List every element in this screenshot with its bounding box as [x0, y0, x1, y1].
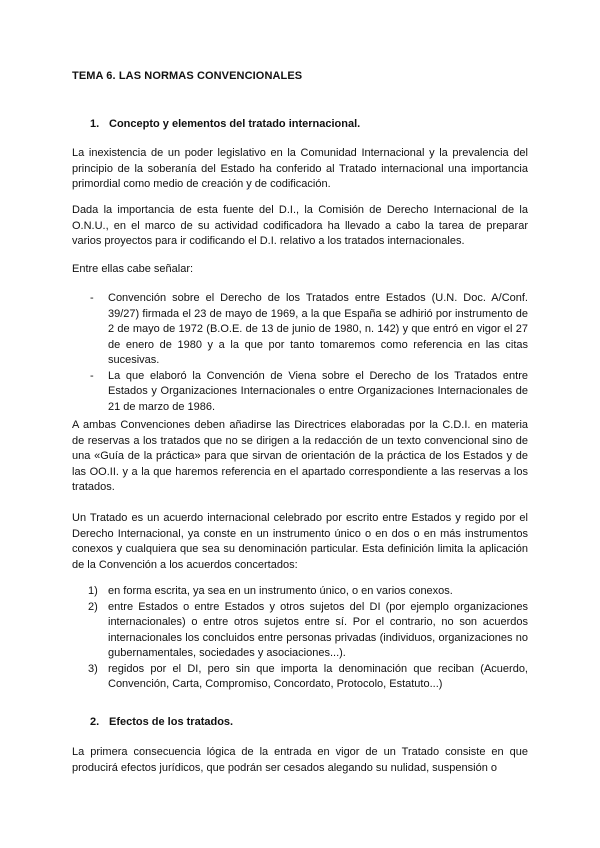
- section-heading-1: [90, 118, 360, 130]
- list-item-text: entre Estados o entre Estados y otros sujetos del DI (por ejemplo organizaciones internacionales) o entre otros sujetos entre sí. Por el contrario, no son acuerdos internacionales los concluidos entre personas privadas (individuos, organizaciones no gubernamentales, sociedades y asociaciones...).: [108, 600, 528, 659]
- paragraph: A ambas Convenciones deben añadirse las Directrices elaboradas por la C.D.I. en materia de reservas a los tratados que no se dirigen a la redacción de un texto convencional sino de una «Guía de la práctica» para que sirvan de orientación de la práctica de los Estados y de las OO.II. y a la que haremos referencia en el apartado correspondiente a las reservas a los tratados.: [72, 419, 528, 493]
- list-item: [88, 584, 528, 600]
- paragraph: Dada la importancia de esta fuente del D.I., la Comisión de Derecho Internacional de la O.N.U., en el marco de su actividad codificadora ha llevado a cabo la tarea de preparar varios proyectos para ir codificando el D.I. relativo a los tratados internacionales.: [72, 204, 528, 247]
- list-item-text: La que elaboró la Convención de Viena sobre el Derecho de los Tratados entre Estados y Organizaciones Internacionales o entre Organizaciones Internacionales de 21 de marzo de 1986.: [108, 369, 528, 413]
- document-title: TEMA 6. LAS NORMAS CONVENCIONALES: [72, 70, 303, 82]
- section-heading-text: Concepto y elementos del tratado internacional.: [109, 118, 361, 130]
- paragraph: La inexistencia de un poder legislativo en la Comunidad Internacional y la prevalencia del principio de la soberanía del Estado ha conferido al Tratado internacional una importancia primordial como medio de creación y de codificación.: [72, 147, 528, 190]
- list-marker: -: [90, 292, 94, 304]
- section-number: 2.: [90, 716, 100, 728]
- list-marker: 1): [88, 585, 98, 597]
- list-item-text: en forma escrita, ya sea en un instrumento único, o en varios conexos.: [108, 585, 453, 597]
- list-item: [88, 662, 528, 693]
- numbered-list: [88, 584, 528, 693]
- section-number: 1.: [90, 118, 100, 130]
- list-marker: -: [90, 369, 94, 382]
- paragraph: Un Tratado es un acuerdo internacional celebrado por escrito entre Estados y regido por el Derecho Internacional, ya conste en un instrumento único o en dos o en más instrumentos conexos y cualquiera que sea su denominación particular. Esta definición limita la aplicación de la Convención a los acuerdos concertados:: [72, 512, 528, 571]
- list-item-text: Convención sobre el Derecho de los Tratados entre Estados (U.N. Doc. A/Conf. 39/27) firmada el 23 de mayo de 1969, a la que España se adhirió por instrumento de 2 de mayo de 1972 (B.O.E. de 13 de junio de 1980, n. 142) y que entró en vigor el 27 de enero de 1980 y a la que por tanto tomaremos como referencia en las citas sucesivas.: [108, 292, 528, 366]
- list-item-text: regidos por el DI, pero sin que importa la denominación que reciban (Acuerdo, Convención, Carta, Compromiso, Concordato, Protocolo, Estatuto...): [108, 662, 528, 690]
- section-heading-2: [90, 716, 233, 728]
- list-item: [90, 291, 528, 369]
- paragraph: Entre ellas cabe señalar:: [72, 263, 194, 275]
- section-heading-text: Efectos de los tratados.: [109, 716, 234, 728]
- paragraph: La primera consecuencia lógica de la entrada en vigor de un Tratado consiste en que producirá efectos jurídicos, que podrán ser cesados alegando su nulidad, suspensión o: [72, 746, 528, 774]
- list-item: [88, 600, 528, 662]
- dash-list: [90, 291, 528, 415]
- list-item: [90, 369, 528, 416]
- list-marker: 2): [88, 600, 98, 613]
- list-marker: 3): [88, 662, 98, 675]
